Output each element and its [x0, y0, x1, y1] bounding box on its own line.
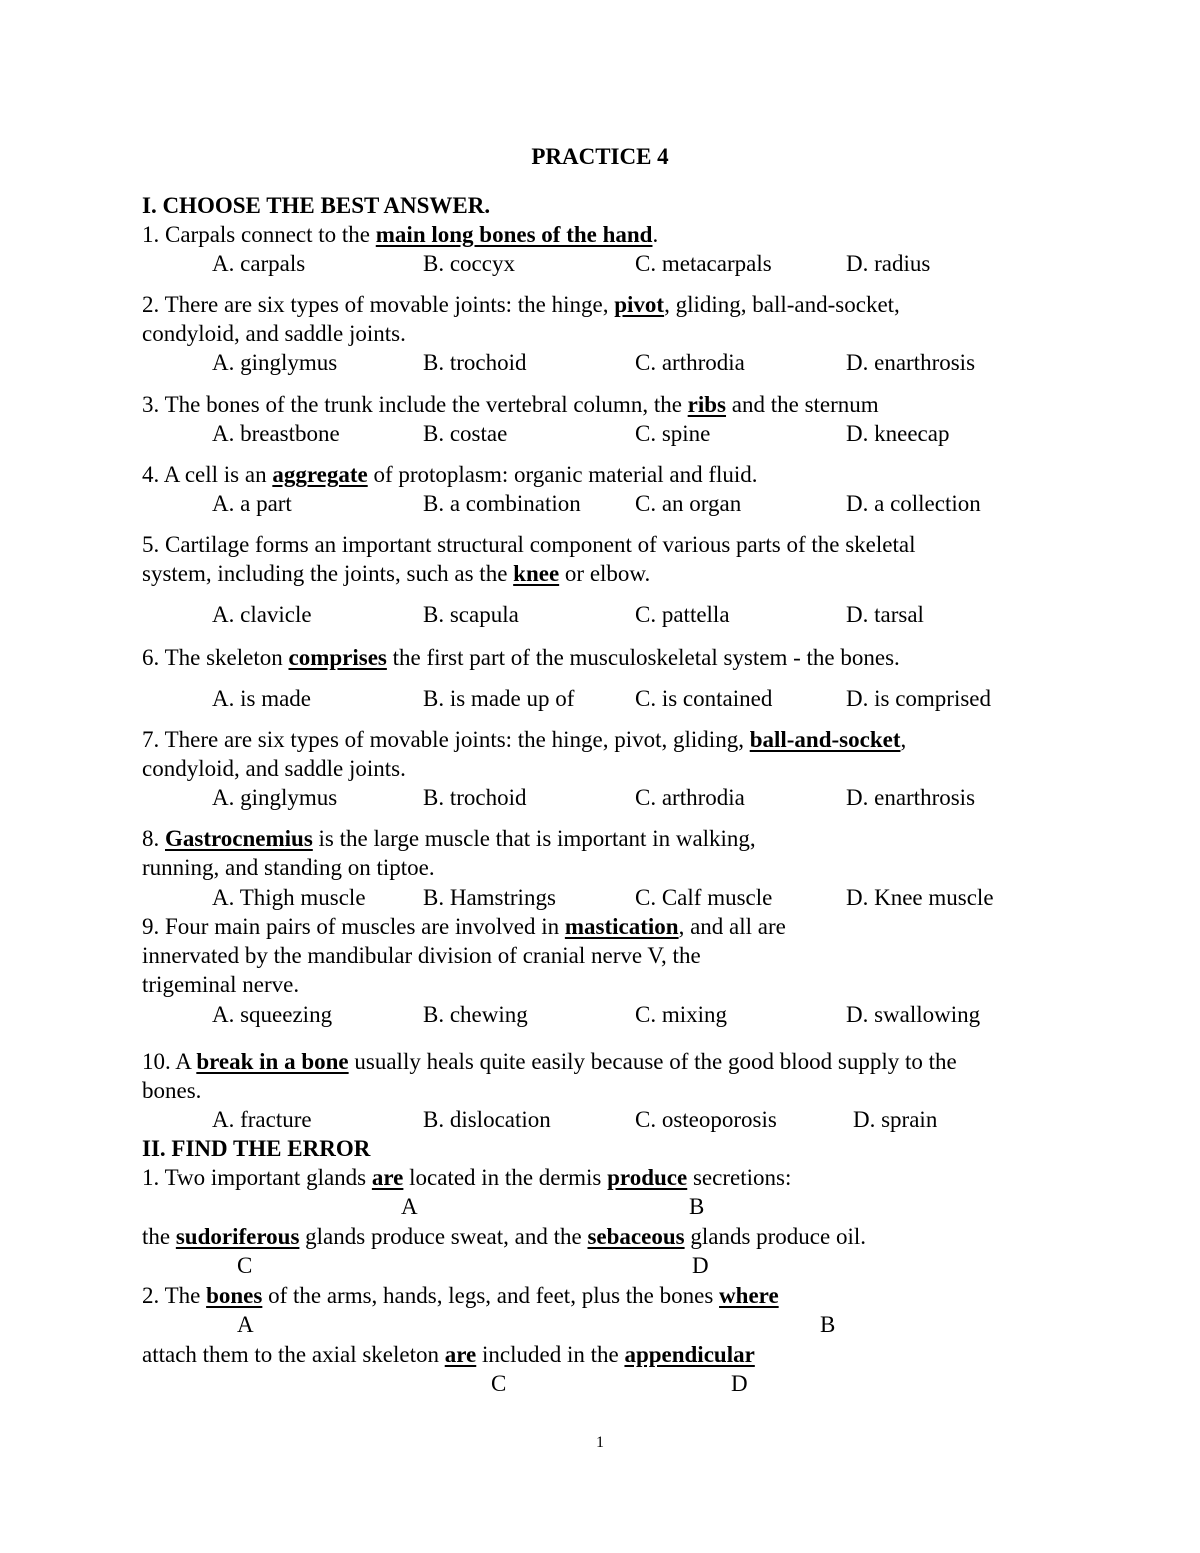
q5-key-phrase: knee	[513, 561, 560, 586]
q8-text-end: is the large muscle that is important in walking,	[312, 826, 756, 851]
question-3	[142, 391, 879, 419]
section-1-heading: I. CHOOSE THE BEST ANSWER.	[142, 193, 491, 218]
q6-option-b: B. is made up of	[423, 686, 575, 711]
e2-text-2: of the arms, hands, legs, and feet, plus the bones	[262, 1283, 720, 1308]
q9-line-2: innervated by the mandibular division of cranial nerve V, the	[142, 943, 701, 968]
e2-letter-b: B	[820, 1312, 836, 1337]
q10-key-phrase: break in a bone	[196, 1049, 349, 1074]
q2-option-d: D. enarthrosis	[846, 350, 976, 375]
q6-option-a: A. is made	[212, 686, 312, 711]
error-question-2	[142, 1282, 779, 1310]
e1-option-a-word: are	[371, 1165, 404, 1190]
q4-key-phrase: aggregate	[272, 462, 368, 487]
q8-option-b: B. Hamstrings	[423, 885, 556, 910]
q7-text: 7. There are six types of movable joints: the hinge, pivot, gliding,	[142, 727, 750, 752]
section-2-heading: II. FIND THE ERROR	[142, 1136, 371, 1161]
q7-key-phrase: ball-and-socket	[749, 727, 901, 752]
q10-options	[0, 1106, 1200, 1134]
q5-text: system, including the joints, such as the	[142, 561, 514, 586]
e2-letter-a: A	[237, 1312, 254, 1337]
e1-option-d-word: sebaceous	[587, 1224, 685, 1249]
q3-option-c: C. spine	[635, 421, 711, 446]
q2-option-a: A. ginglymus	[212, 350, 338, 375]
e1-letter-c: C	[237, 1253, 253, 1278]
q10-option-c: C. osteoporosis	[635, 1107, 777, 1132]
q1-text-end: .	[652, 222, 659, 247]
q5-line-2	[142, 560, 650, 588]
q2-options	[0, 349, 1200, 377]
q4-option-a: A. a part	[212, 491, 292, 516]
q2-option-c: C. arthrodia	[635, 350, 745, 375]
q6-option-d: D. is comprised	[846, 686, 992, 711]
q10-line-2: bones.	[142, 1078, 202, 1103]
q5-option-d: D. tarsal	[846, 602, 924, 627]
q7-line-2: condyloid, and saddle joints.	[142, 756, 406, 781]
q9-line-3: trigeminal nerve.	[142, 972, 300, 997]
question-8	[142, 825, 756, 853]
q2-option-b: B. trochoid	[423, 350, 527, 375]
q4-option-b: B. a combination	[423, 491, 581, 516]
q7-option-b: B. trochoid	[423, 785, 527, 810]
q9-option-d: D. swallowing	[846, 1002, 981, 1027]
q6-text-end: the first part of the musculoskeletal system - the bones.	[386, 645, 900, 670]
q8-text: 8.	[142, 826, 165, 851]
e1-text-6: glands produce oil.	[684, 1224, 866, 1249]
e2-text: 2. The	[142, 1283, 207, 1308]
q8-key-phrase: Gastrocnemius	[165, 826, 313, 851]
q3-text-end: and the sternum	[726, 392, 879, 417]
q8-option-c: C. Calf muscle	[635, 885, 773, 910]
e2-line-2	[142, 1341, 755, 1369]
e1-line-2	[142, 1223, 866, 1251]
e1-letter-a: A	[401, 1194, 418, 1219]
e1-option-b-word: produce	[607, 1165, 688, 1190]
q1-text: 1. Carpals connect to the	[142, 222, 376, 247]
q8-option-d: D. Knee muscle	[846, 885, 994, 910]
q9-option-b: B. chewing	[423, 1002, 528, 1027]
q9-text-end: , and all are	[678, 914, 786, 939]
e2-option-b-word: where	[719, 1283, 779, 1308]
e1-letter-d: D	[692, 1253, 709, 1278]
question-10	[142, 1048, 957, 1076]
page-title: PRACTICE 4	[531, 144, 669, 169]
q7-options	[0, 784, 1200, 812]
q1-option-d: D. radius	[846, 251, 931, 276]
q3-options	[0, 420, 1200, 448]
e1-text-5: glands produce sweat, and the	[299, 1224, 588, 1249]
q10-option-a: A. fracture	[212, 1107, 312, 1132]
q2-text-end: , gliding, ball-and-socket,	[664, 292, 900, 317]
q5-option-b: B. scapula	[423, 602, 519, 627]
q6-key-phrase: comprises	[288, 645, 387, 670]
q10-text-end: usually heals quite easily because of the good blood supply to the	[348, 1049, 957, 1074]
q9-options	[0, 1001, 1200, 1029]
q10-option-d: D. sprain	[853, 1107, 938, 1132]
q9-option-a: A. squeezing	[212, 1002, 333, 1027]
q8-options	[0, 884, 1200, 912]
error-question-1	[142, 1164, 791, 1192]
q4-options	[0, 490, 1200, 518]
q8-option-a: A. Thigh muscle	[212, 885, 366, 910]
q10-option-b: B. dislocation	[423, 1107, 551, 1132]
q9-text: 9. Four main pairs of muscles are involved in	[142, 914, 565, 939]
q10-text: 10. A	[142, 1049, 197, 1074]
question-5: 5. Cartilage forms an important structural component of various parts of the skeletal	[142, 532, 916, 557]
e1-letter-b: B	[689, 1194, 705, 1219]
q9-key-phrase: mastication	[564, 914, 679, 939]
q2-text: 2. There are six types of movable joints: the hinge,	[142, 292, 615, 317]
q5-text-end: or elbow.	[559, 561, 651, 586]
q2-key-phrase: pivot	[614, 292, 665, 317]
q6-options	[0, 685, 1200, 713]
e1-text-3: secretions:	[687, 1165, 792, 1190]
e1-text: 1. Two important glands	[142, 1165, 372, 1190]
q5-option-a: A. clavicle	[212, 602, 312, 627]
e2-option-a-word: bones	[206, 1283, 263, 1308]
question-4	[142, 461, 758, 489]
q1-options	[0, 250, 1200, 278]
q5-option-c: C. pattella	[635, 602, 730, 627]
q1-key-phrase: main long bones of the hand	[375, 222, 653, 247]
e1-text-2: located in the dermis	[403, 1165, 608, 1190]
q1-option-c: C. metacarpals	[635, 251, 772, 276]
question-6	[142, 644, 900, 672]
q3-option-a: A. breastbone	[212, 421, 340, 446]
q6-text: 6. The skeleton	[142, 645, 289, 670]
e1-text-4: the	[142, 1224, 176, 1249]
q7-option-a: A. ginglymus	[212, 785, 338, 810]
question-1	[142, 221, 658, 249]
q4-text-end: of protoplasm: organic material and fluid.	[367, 462, 758, 487]
q4-option-d: D. a collection	[846, 491, 981, 516]
q3-key-phrase: ribs	[687, 392, 727, 417]
q2-line-2: condyloid, and saddle joints.	[142, 321, 406, 346]
question-9	[142, 913, 786, 941]
q3-option-b: B. costae	[423, 421, 508, 446]
q1-option-a: A. carpals	[212, 251, 306, 276]
e2-letter-d: D	[731, 1371, 748, 1396]
e2-text-3: attach them to the axial skeleton	[142, 1342, 445, 1367]
q3-text: 3. The bones of the trunk include the vertebral column, the	[142, 392, 688, 417]
q8-line-2: running, and standing on tiptoe.	[142, 855, 435, 880]
e2-letter-c: C	[491, 1371, 507, 1396]
q7-option-c: C. arthrodia	[635, 785, 745, 810]
e2-option-d-word: appendicular	[624, 1342, 755, 1367]
q4-option-c: C. an organ	[635, 491, 742, 516]
e2-text-4: included in the	[476, 1342, 625, 1367]
q7-text-end: ,	[900, 727, 907, 752]
e1-option-c-word: sudoriferous	[175, 1224, 300, 1249]
question-7	[142, 726, 906, 754]
page-number: 1	[596, 1434, 604, 1451]
q9-option-c: C. mixing	[635, 1002, 728, 1027]
e2-option-c-word: are	[444, 1342, 477, 1367]
q6-option-c: C. is contained	[635, 686, 773, 711]
q3-option-d: D. kneecap	[846, 421, 950, 446]
q4-text: 4. A cell is an	[142, 462, 273, 487]
question-2	[142, 291, 900, 319]
q1-option-b: B. coccyx	[423, 251, 515, 276]
q7-option-d: D. enarthrosis	[846, 785, 976, 810]
q5-options	[0, 601, 1200, 629]
